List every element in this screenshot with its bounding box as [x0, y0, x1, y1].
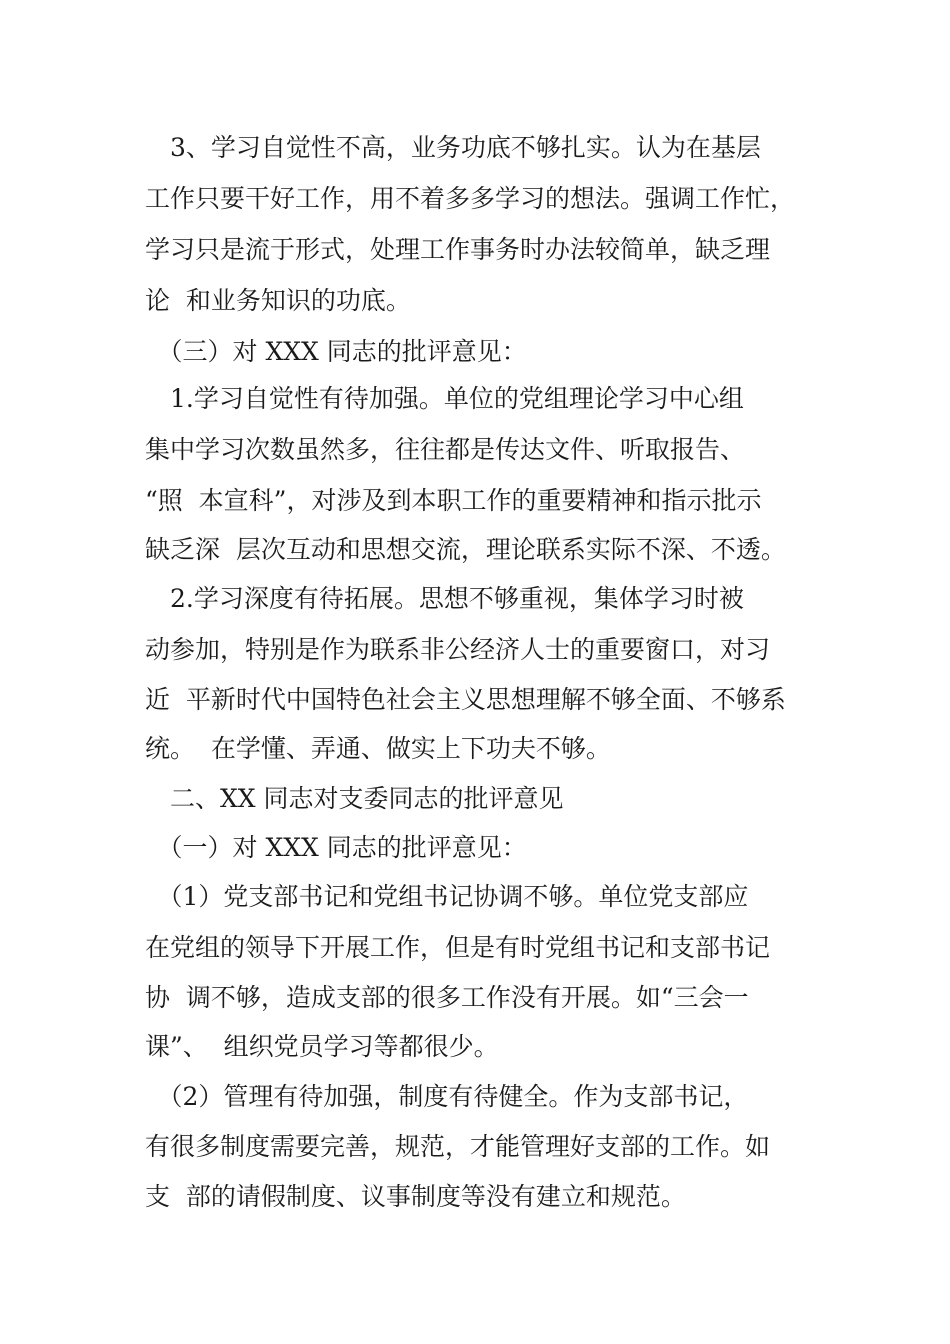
text-line: 课”、 组织党员学习等都很少。 [145, 1032, 499, 1061]
section-heading: （一）对 XXX 同志的批评意见： [145, 833, 527, 862]
text-line: 2.学习深度有待拓展。思想不够重视，集体学习时被 [145, 584, 744, 613]
section-heading: 二、XX 同志对支委同志的批评意见 [145, 784, 564, 813]
text-line: 支 部的请假制度、议事制度等没有建立和规范。 [145, 1182, 686, 1211]
text-line: （2）管理有待加强，制度有待健全。作为支部书记， [145, 1082, 749, 1111]
text-line: 统。 在学懂、弄通、做实上下功夫不够。 [145, 734, 611, 763]
text-line: 工作只要干好工作，用不着多多学习的想法。强调工作忙， [145, 184, 796, 213]
section-heading: （三）对 XXX 同志的批评意见： [145, 337, 527, 366]
text-line: 有很多制度需要完善，规范，才能管理好支部的工作。如 [145, 1132, 771, 1161]
text-line: 集中学习次数虽然多，往往都是传达文件、听取报告、 [145, 435, 746, 464]
text-line: 动参加，特别是作为联系非公经济人士的重要窗口，对习 [145, 635, 771, 664]
text-line: 近 平新时代中国特色社会主义思想理解不够全面、不够系 [145, 685, 786, 714]
text-line: 协 调不够，造成支部的很多工作没有开展。如“三会一 [145, 983, 749, 1012]
text-line: 论 和业务知识的功底。 [145, 286, 411, 315]
text-line: 学习只是流于形式，处理工作事务时办法较简单，缺乏理 [145, 235, 771, 264]
text-line: 3、学习自觉性不高，业务功底不够扎实。认为在基层 [145, 133, 761, 162]
text-line: 缺乏深 层次互动和思想交流，理论联系实际不深、不透。 [145, 535, 786, 564]
text-line: （1）党支部书记和党组书记协调不够。单位党支部应 [145, 882, 749, 911]
text-line: 在党组的领导下开展工作，但是有时党组书记和支部书记 [145, 933, 771, 962]
text-line: 1.学习自觉性有待加强。单位的党组理论学习中心组 [145, 384, 744, 413]
text-line: “照 本宣科”，对涉及到本职工作的重要精神和指示批示 [145, 486, 762, 515]
